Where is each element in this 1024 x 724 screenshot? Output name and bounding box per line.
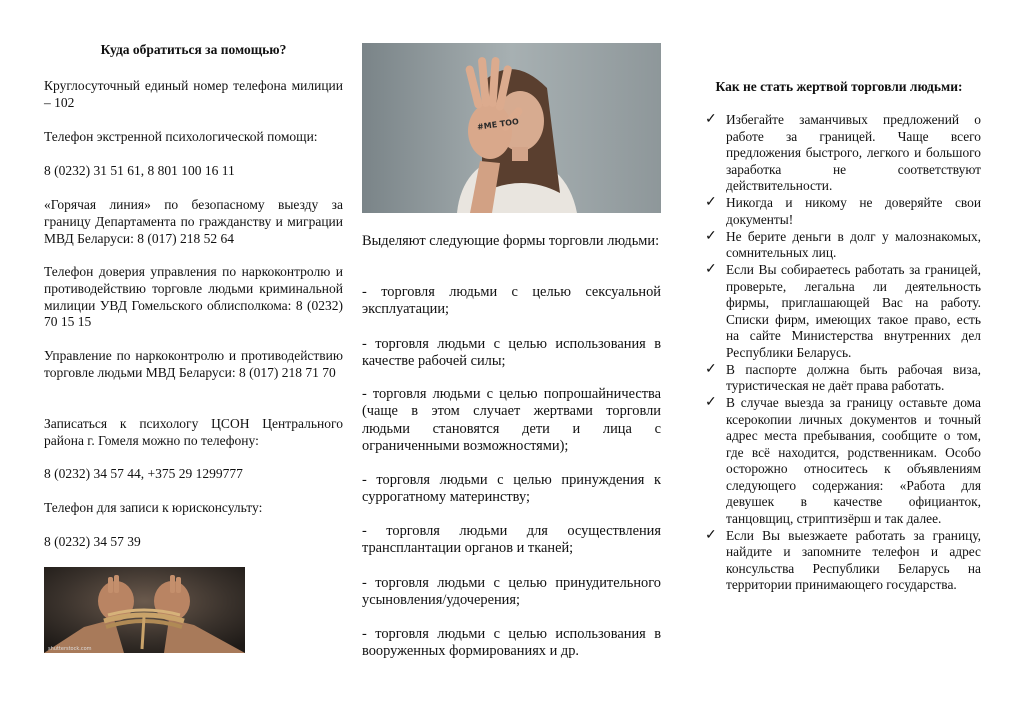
- check-icon: ✓: [705, 395, 717, 410]
- form-begging: - торговля людьми с целью попрошайничества (чаще в этом случает жертвами торговли людьми становятся дети и лица с ограниченными возможностями);: [362, 386, 661, 454]
- psychologist-phones: 8 (0232) 34 57 44, +375 29 1299777: [44, 466, 243, 481]
- check-icon: ✓: [705, 361, 717, 377]
- prevention-list: [705, 112, 981, 594]
- police-number-text: Круглосуточный единый номер телефона милиции – 102: [44, 78, 343, 110]
- check-icon: ✓: [705, 195, 717, 210]
- list-item: ✓ Никогда и никому не доверяйте свои документы!: [705, 195, 981, 227]
- stock-caption: shutterstock.com: [48, 646, 92, 652]
- list-item: ✓ В случае выезда за границу оставьте дома ксерокопии личных документов и точный адрес места пребывания, сообщите о том, где всё находится, родственникам. Особо осторожно относитесь к объявлениям следующего содержания: «Работа для девушек в качестве официанток, танцовщиц, стриптизёрш и так далее.: [705, 395, 981, 526]
- list-item: ✓ Если Вы собираетесь работать за границей, проверьте, легальна ли деятельность фирмы, приглашающей Вас на работу. Списки фирм, имеющих такое право, есть на сайте Министерства внутренних дел Республики Беларусь.: [705, 262, 981, 360]
- forms-intro: Выделяют следующие формы торговли людьми:: [362, 233, 660, 249]
- lawyer-label: Телефон для записи к юрисконсульту:: [44, 500, 263, 515]
- list-item: ✓ Если Вы выезжаете работать за границу, найдите и запомните телефон и адрес консульства Республики Беларусь на территории принимающего государства.: [705, 527, 981, 592]
- check-icon: ✓: [705, 527, 717, 543]
- check-icon: ✓: [705, 228, 717, 244]
- hotline-text: «Горячая линия» по безопасному выезду за границу Департамента по гражданству и миграции МВД Беларуси: 8 (017) 218 52 64: [44, 197, 343, 246]
- bound-hands-photo: [44, 567, 245, 653]
- me-too-photo: [362, 43, 661, 213]
- form-adoption: - торговля людьми с целью принудительного усыновления/удочерения;: [362, 575, 661, 609]
- drug-control-text: Управление по наркоконтролю и противодействию торговле людьми МВД Беларуси: 8 (017) 218 71 70: [44, 348, 343, 380]
- list-item: ✓ Избегайте заманчивых предложений о работе за границей. Чаще всего предложения быстрого, легкого и большого заработка не соответствуют действительности.: [705, 112, 981, 193]
- form-armed-groups: - торговля людьми с целью использования в вооруженных формированиях и др.: [362, 626, 661, 660]
- help-contacts-title: Куда обратиться за помощью?: [100, 42, 287, 57]
- trust-phone-text: Телефон доверия управления по наркоконтролю и противодействию торговле людьми криминальной милиции УВД Гомельского облисполкома: 8 (0232) 70 15 15: [44, 264, 343, 330]
- form-sexual-exploitation: - торговля людьми с целью сексуальной эксплуатации;: [362, 284, 661, 318]
- psychologist-text: Записаться к психологу ЦСОН Центрального района г. Гомеля можно по телефону:: [44, 416, 343, 448]
- check-icon: ✓: [705, 262, 717, 277]
- lawyer-phone: 8 (0232) 34 57 39: [44, 534, 141, 549]
- list-item: ✓ В паспорте должна быть рабочая виза, туристическая не даёт права работать.: [705, 361, 981, 393]
- hand-writing: #ME TOO: [476, 117, 520, 132]
- form-surrogacy: - торговля людьми с целью принуждения к суррогатному материнству;: [362, 472, 661, 506]
- psych-help-label: Телефон экстренной психологической помощи:: [44, 129, 318, 144]
- list-item: ✓ Не берите деньги в долг у малознакомых, сомнительных лиц.: [705, 228, 981, 260]
- check-icon: ✓: [705, 112, 717, 127]
- prevention-title: Как не стать жертвой торговли людьми:: [715, 79, 963, 94]
- psych-help-phones: 8 (0232) 31 51 61, 8 801 100 16 11: [44, 163, 235, 178]
- form-transplantation: - торговля людьми для осуществления трансплантации органов и тканей;: [362, 523, 661, 557]
- form-labor: - торговля людьми с целью использования в качестве рабочей силы;: [362, 336, 661, 370]
